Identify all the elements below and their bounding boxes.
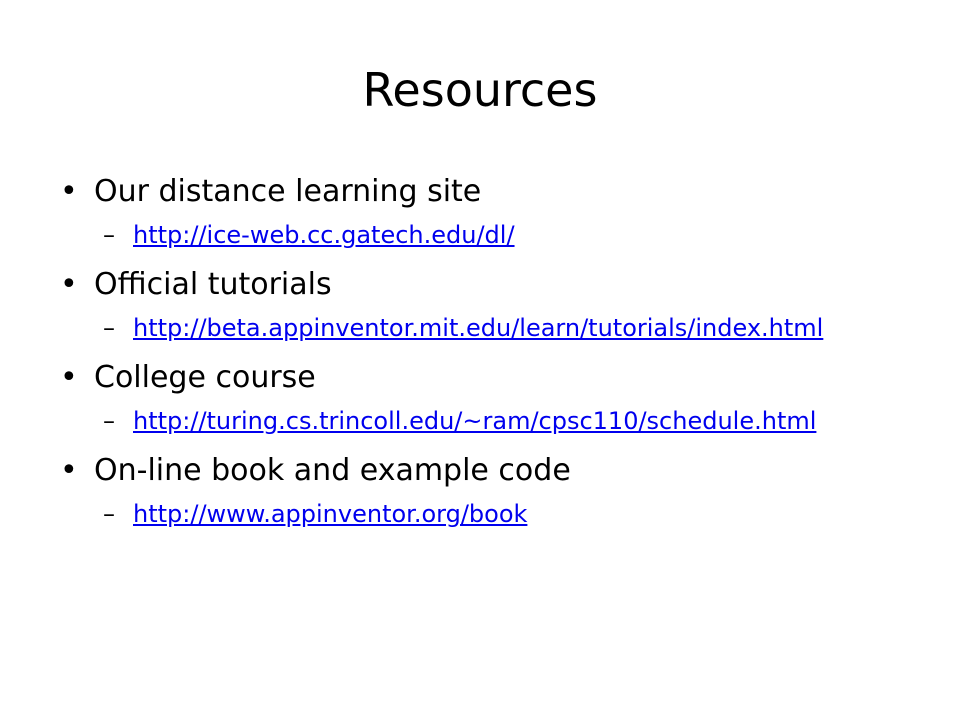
sub-item-official-tutorials-link [103, 313, 910, 343]
link-official-tutorials[interactable]: http://beta.appinventor.mit.edu/learn/tutorials/index.html [133, 314, 824, 342]
dash-icon: – [103, 221, 115, 249]
bullet-label: On-line book and example code [94, 453, 571, 488]
dash-icon: – [103, 314, 115, 342]
bullet-label: Official tutorials [94, 267, 332, 302]
sub-item-distance-learning-link [103, 220, 910, 250]
bullet-icon: • [60, 174, 78, 209]
sub-item-online-book-link [103, 499, 910, 529]
sub-item-college-course-link [103, 406, 910, 436]
dash-icon: – [103, 500, 115, 528]
dash-icon: – [103, 407, 115, 435]
bullet-label: College course [94, 360, 316, 395]
bullet-icon: • [60, 267, 78, 302]
bullet-item-college-course [60, 358, 910, 398]
bullet-list [60, 172, 910, 544]
bullet-icon: • [60, 453, 78, 488]
bullet-label: Our distance learning site [94, 174, 482, 209]
slide-title: Resources [362, 63, 598, 117]
bullet-item-official-tutorials [60, 265, 910, 305]
link-online-book[interactable]: http://www.appinventor.org/book [133, 500, 528, 528]
link-college-course[interactable]: http://turing.cs.trincoll.edu/~ram/cpsc110/schedule.html [133, 407, 817, 435]
bullet-item-distance-learning [60, 172, 910, 212]
bullet-icon: • [60, 360, 78, 395]
bullet-item-online-book [60, 451, 910, 491]
link-distance-learning-site[interactable]: http://ice-web.cc.gatech.edu/dl/ [133, 221, 515, 249]
